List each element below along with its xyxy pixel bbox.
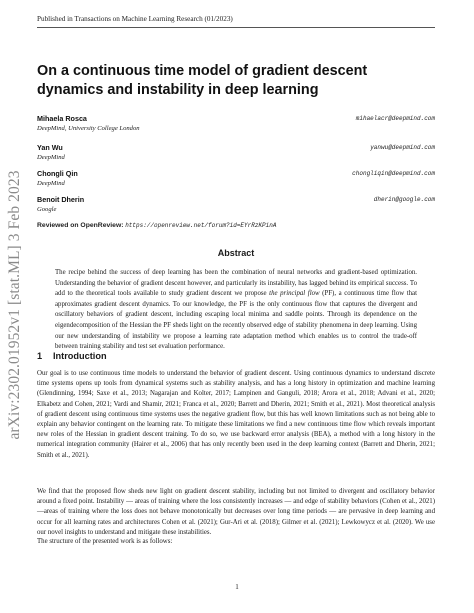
author-name: Benoit Dherin: [37, 195, 85, 204]
abstract-text: The recipe behind the success of deep learning has been the combination of neural networks and gradient-based optimization. Understanding the behavior of gradient descent however, and particularly its instability, has lagged behind its empirical success. To add to the theoretical tools available to study gradient descent we propose: [55, 269, 417, 298]
author-email[interactable]: dherin@google.com: [373, 196, 435, 203]
abstract-emphasis: the principal flow: [269, 290, 320, 298]
section-number: 1: [37, 351, 43, 361]
arxiv-identifier-text: arXiv:2302.01952v1 [stat.ML] 3 Feb 2023: [6, 170, 23, 440]
header-divider: [37, 27, 435, 28]
author-email[interactable]: yanwu@deepmind.com: [370, 144, 435, 151]
reviewed-label: Reviewed on OpenReview:: [37, 222, 124, 229]
author-affiliation: DeepMind, University College London: [37, 125, 140, 132]
author-block: [37, 169, 435, 188]
author-email[interactable]: chongliqin@deepmind.com: [352, 170, 435, 177]
openreview-link[interactable]: https://openreview.net/forum?id=EYrRzKPinA: [125, 222, 277, 229]
section-heading: [37, 351, 435, 361]
author-block: [37, 114, 435, 133]
author-name: Mihaela Rosca: [37, 114, 87, 123]
author-block: [37, 143, 435, 162]
paper-title: On a continuous time model of gradient descent dynamics and instability in deep learning: [37, 63, 368, 98]
body-paragraph: We find that the proposed flow sheds new light on gradient descent stability, including but not limited to divergent and oscillatory behavior around a fixed point. Instability — areas of training where the loss consistently increases — and edge of stability behaviors (Cohen et al., 2021) —areas of training where the loss does not behave monotonically but decreases over long time periods — are pervasive in deep learning and occur for all learning rates and architectures Cohen et al. (2021); Gur-Ari et al. (2018); Gilmer et al. (2021); Lewkowycz et al. (2020). We use our novel insights to understand and mitigate these instabilities.: [37, 488, 435, 536]
author-affiliation: Google: [37, 206, 57, 213]
author-affiliation: DeepMind: [37, 154, 65, 161]
page-number: 1: [235, 583, 239, 591]
author-name: Yan Wu: [37, 143, 63, 152]
author-email[interactable]: mihaelacr@deepmind.com: [355, 115, 435, 122]
body-paragraph: The structure of the presented work is as follows:: [37, 538, 173, 545]
abstract-body: [55, 268, 417, 353]
abstract-heading: Abstract: [217, 248, 255, 258]
author-affiliation: DeepMind: [37, 180, 65, 187]
author-name: Chongli Qin: [37, 169, 78, 178]
journal-header: Published in Transactions on Machine Learning Research (01/2023): [37, 15, 233, 23]
abstract-text: (PF), a continuous time flow that approximates gradient descent dynamics. To our knowledge, the PF is the only continuous flow that captures the divergent and oscillatory behaviors of gradient descent, including escaping local minima and saddle points. Through its dependence on the eigendecomposition of the Hessian the PF sheds light on the recently observed edge of stability phenomena in deep learning. Using our new understanding of instability we propose a learning rate adaptation method which enables us to control the trade-off between training stability and test set evaluation performance.: [55, 290, 417, 351]
reviewed-on-line: [37, 222, 435, 229]
author-block: [37, 195, 435, 214]
arxiv-identifier-stamp: [6, 170, 24, 440]
body-paragraph: Our goal is to use continuous time models to understand the behavior of gradient descent. Using continuous dynamics to understand discrete time systems opens up tools from dynamical systems such as stability analysis, and has a long history in optimization and machine learning (Glendinning, 1994; Saxe et al., 2013; Nagarajan and Kolter, 2017; Lampinen and Ganguli, 2018; Arora et al., 2018; Advani et al., 2020; Elkabetz and Cohen, 2021; Vardi and Shamir, 2021; Franca et al., 2020; Barrett and Dherin, 2021; Smith et al., 2021). Most theoretical analysis of gradient descent using continuous time systems uses the negative gradient flow, but this has well known limitations such as not being able to explain any behavior contingent on the learning rate. To mitigate these limitations we find a new continuous time flow which reveals important new roles of the Hessian in gradient descent training. To do so, we use backward error analysis (BEA), a method with a long history in the numerical integration community (Hairer et al., 2006) that has only recently been used in the deep learning context (Barrett and Dherin, 2021; Smith et al., 2021).: [37, 370, 435, 459]
section-title: Introduction: [53, 351, 107, 361]
